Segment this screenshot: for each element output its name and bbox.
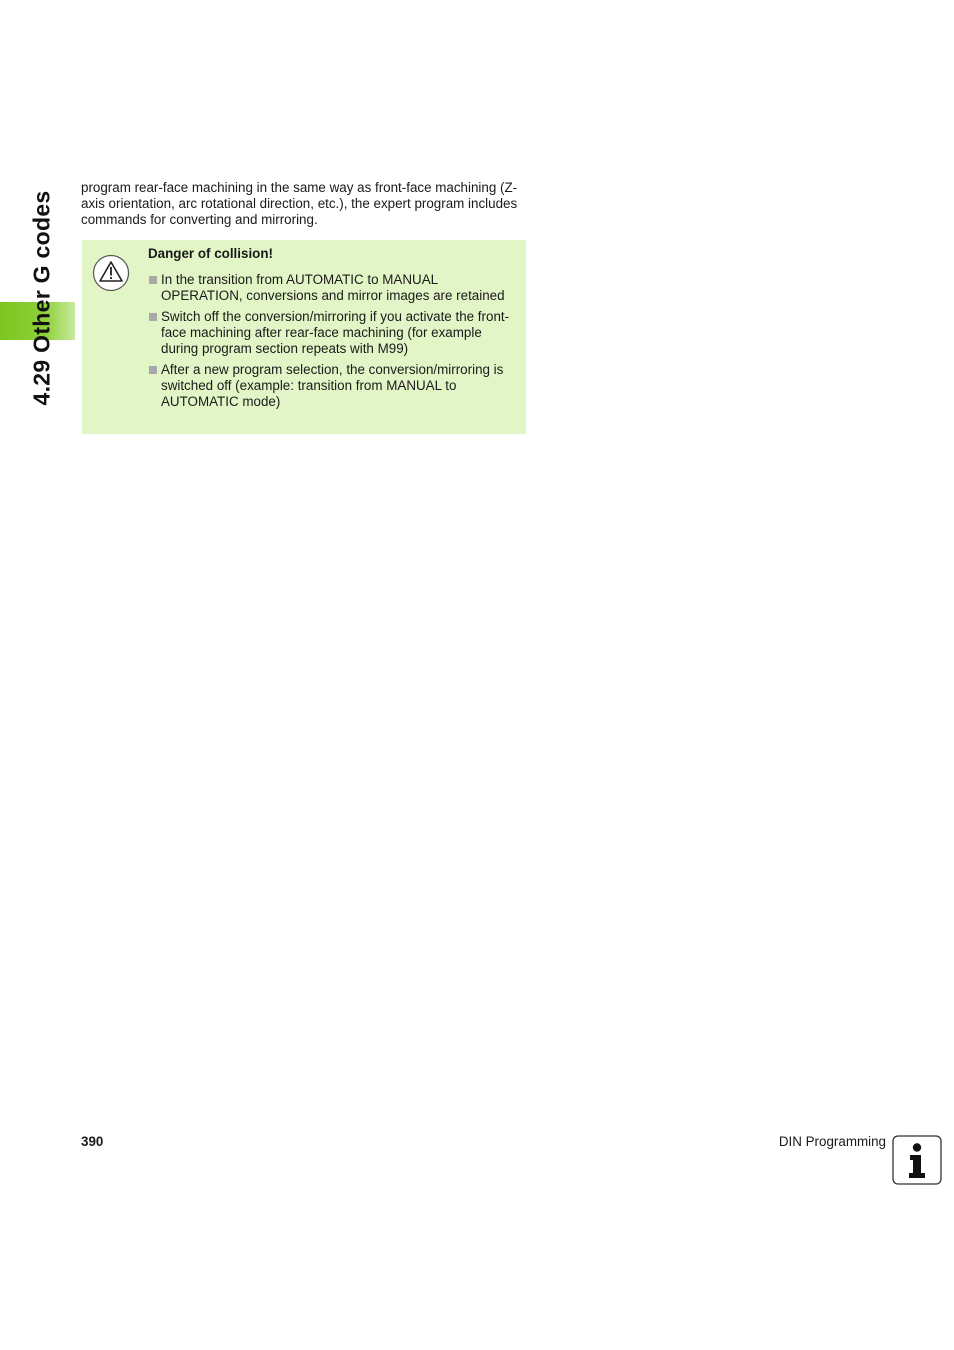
warning-list-item	[148, 362, 518, 410]
square-bullet-icon	[149, 276, 157, 284]
warning-item-text: Switch off the conversion/mirroring if you activate the front-face machining after rear-face machining (for example during program section repeats with M99)	[161, 309, 510, 356]
warning-item-text: After a new program selection, the conversion/mirroring is switched off (example: transition from MANUAL to AUTOMATIC mode)	[161, 362, 504, 409]
warning-box	[82, 240, 526, 434]
chapter-title: DIN Programming	[778, 1134, 886, 1149]
square-bullet-icon	[149, 366, 157, 374]
warning-triangle-icon	[92, 254, 130, 292]
info-icon	[892, 1135, 942, 1185]
warning-title: Danger of collision!	[148, 246, 273, 261]
square-bullet-icon	[149, 313, 157, 321]
warning-list	[148, 272, 518, 415]
section-title: 4.29 Other G codes	[28, 190, 55, 406]
warning-list-item	[148, 272, 518, 304]
page-number: 390	[81, 1134, 104, 1149]
intro-paragraph: program rear-face machining in the same way as front-face machining (Z-axis orientation, arc rotational direction, etc.), the expert program includes commands for converting and mirroring.	[81, 180, 518, 227]
warning-list-item	[148, 309, 518, 357]
warning-item-text: In the transition from AUTOMATIC to MANUAL OPERATION, conversions and mirror images are retained	[161, 272, 505, 303]
